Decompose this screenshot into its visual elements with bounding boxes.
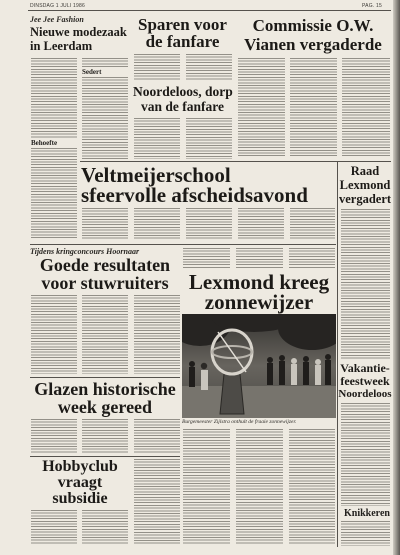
body-text-column xyxy=(134,419,180,453)
headline-line: Goede resultaten xyxy=(39,255,171,275)
body-text-column xyxy=(82,77,128,159)
vakantie-headline xyxy=(338,362,392,401)
column-rule xyxy=(337,161,338,547)
body-text-column xyxy=(186,118,232,159)
headline-line: van de fanfare xyxy=(141,99,224,114)
headline-line: Lexmond xyxy=(339,178,391,192)
headline-line: Vakantie- xyxy=(340,361,390,375)
sparen-headline xyxy=(133,16,232,50)
body-text-column xyxy=(341,403,390,506)
body-text-column xyxy=(134,459,180,545)
glazen-headline xyxy=(30,380,180,416)
modezaak-kicker: Jee Jee Fashion xyxy=(30,15,84,24)
body-text-column xyxy=(238,208,284,240)
sundial-pedestal xyxy=(220,374,244,414)
noordeloos-headline xyxy=(133,84,232,114)
stuwruiters-headline xyxy=(30,256,180,292)
headline-line: subsidie xyxy=(52,490,108,507)
body-text-column xyxy=(290,58,337,158)
body-text-column xyxy=(134,54,180,81)
headline-line: vergadert xyxy=(338,192,392,206)
body-text-column xyxy=(134,295,180,374)
body-text-column xyxy=(31,148,77,240)
body-text-column xyxy=(31,295,77,374)
modezaak-headline xyxy=(30,25,132,53)
body-text-column xyxy=(342,58,390,158)
body-text-column xyxy=(134,208,180,240)
body-text-column xyxy=(82,510,128,545)
body-text-column xyxy=(31,419,77,453)
body-text-column xyxy=(31,510,77,545)
body-text-column xyxy=(183,429,230,545)
stuwruiters-kicker: Tijdens kringconcours Hoornaar xyxy=(30,247,140,256)
headline-line: week gereed xyxy=(57,397,153,417)
commissie-headline xyxy=(236,16,390,54)
raad-headline xyxy=(338,164,392,206)
headline-line: Raad xyxy=(350,164,380,178)
page-number: PAG. 15 xyxy=(362,3,382,9)
headline-line: Nieuwe modezaak xyxy=(30,25,127,39)
body-text-column xyxy=(238,58,285,158)
hobbyclub-headline xyxy=(30,459,130,507)
headline-line: Lexmond kreeg xyxy=(188,270,330,294)
section-rule xyxy=(30,244,336,245)
body-text-column xyxy=(341,521,390,546)
body-text-column xyxy=(82,419,128,453)
knikkeren-subhead: Knikkeren xyxy=(344,508,390,519)
headline-line: in Leerdam xyxy=(30,39,93,53)
modezaak-subhead-behoefte: Behoefte xyxy=(31,139,58,147)
headline-line: zonnewijzer xyxy=(204,290,314,314)
headline-line: Veltmeijerschool xyxy=(81,163,231,187)
headline-line: Vianen vergaderde xyxy=(244,35,382,54)
body-text-column xyxy=(183,248,230,269)
body-text-column xyxy=(82,208,128,240)
body-text-column xyxy=(186,208,232,240)
body-text-column xyxy=(236,248,283,269)
body-text-column xyxy=(289,429,335,545)
headline-line: Glazen historische xyxy=(34,379,176,399)
scan-edge xyxy=(393,0,400,555)
headline-line: voor stuwruiters xyxy=(41,273,169,293)
body-text-column xyxy=(31,58,77,138)
section-rule xyxy=(80,161,391,162)
section-rule xyxy=(30,456,180,457)
sundial-photo-image xyxy=(182,314,336,418)
headline-line: Hobbyclub xyxy=(42,458,118,475)
zonnewijzer-headline xyxy=(182,272,336,312)
headline-line: sfeervolle afscheidsavond xyxy=(81,183,308,207)
headline-line: feestweek xyxy=(340,374,390,388)
headline-line: Sparen voor xyxy=(138,15,227,34)
body-text-column xyxy=(82,58,128,68)
headline-line: de fanfare xyxy=(145,32,220,51)
photo-caption: Burgemeester Zijlstra onthult de fraaie zonnewijzer. xyxy=(182,419,297,425)
body-text-column xyxy=(82,295,128,374)
header-rule xyxy=(28,10,391,11)
headline-line: Noordeloos, dorp xyxy=(133,84,233,99)
body-text-column xyxy=(341,209,390,359)
modezaak-subhead-sedert: Sedert xyxy=(82,68,102,76)
section-rule xyxy=(30,377,180,378)
body-text-column xyxy=(186,54,232,81)
headline-line: Noordeloos xyxy=(338,388,392,400)
pavement xyxy=(182,386,336,418)
headline-line: Commissie O.W. xyxy=(252,16,374,35)
headline-line: vraagt xyxy=(57,474,103,491)
veltmeijer-headline xyxy=(81,165,335,205)
sundial-photo xyxy=(182,314,336,418)
body-text-column xyxy=(236,429,283,545)
issue-date: DINSDAG 1 JULI 1986 xyxy=(30,3,85,9)
body-text-column xyxy=(134,118,180,159)
body-text-column xyxy=(289,248,335,269)
body-text-column xyxy=(290,208,335,240)
